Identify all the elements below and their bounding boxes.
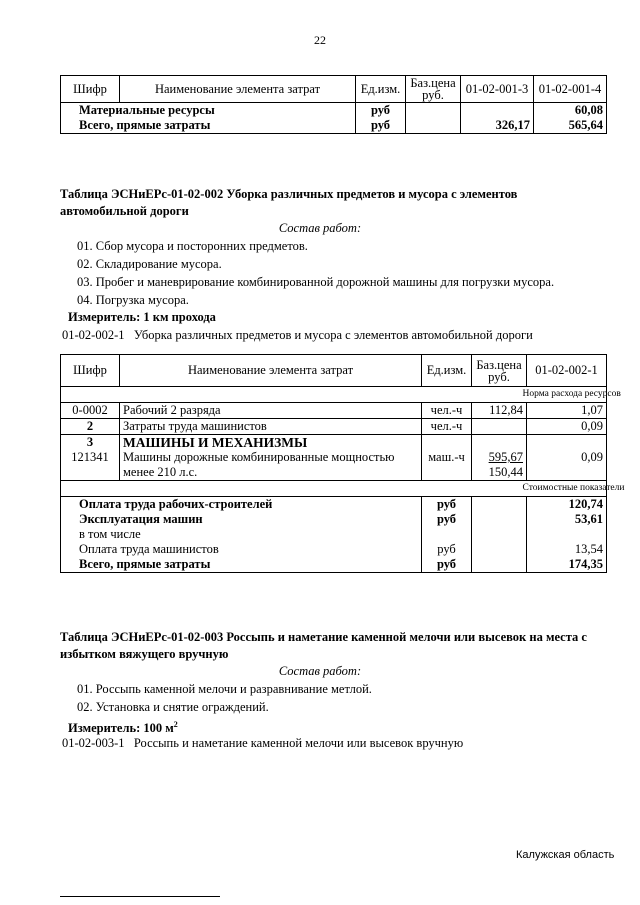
s2-group-code: 3 — [61, 435, 120, 451]
s2-total-5-name: Всего, прямые затраты — [61, 557, 422, 573]
s2-machine-price-1: 595,67 — [488, 450, 523, 464]
table-top — [60, 75, 607, 134]
s2-machine-code: 121341 — [61, 450, 120, 481]
s2-group-name: МАШИНЫ И МЕХАНИЗМЫ — [120, 435, 422, 451]
s2-header-unit: Ед.изм. — [422, 355, 472, 387]
section3-code-line: 01-02-003-1 Россыпь и наметание каменной мелочи или высевок вручную — [62, 736, 464, 750]
header-code: Шифр — [61, 76, 120, 103]
page-number: 22 — [314, 33, 326, 47]
row-total-v2: 565,64 — [534, 118, 607, 134]
s2-total-2-name: Эксплуатация машин — [61, 512, 422, 527]
s2-total-1-unit: руб — [422, 497, 472, 513]
s2-total-3-value — [527, 527, 607, 542]
s2-total-1-value: 120,74 — [527, 497, 607, 513]
header-col1: 01-02-001-3 — [461, 76, 534, 103]
s2-total-2-value: 53,61 — [527, 512, 607, 527]
s2-row-1-code: 0-0002 — [61, 403, 120, 419]
footer-rule — [60, 896, 220, 897]
section2-work-1: 01. Сбор мусора и посторонних предметов. — [77, 239, 308, 253]
row-materials-name: Материальные ресурсы — [61, 103, 356, 119]
s2-total-1-name: Оплата труда рабочих-строителей — [61, 497, 422, 513]
row-total-unit: руб — [356, 118, 406, 134]
s2-header-col: 01-02-002-1 — [527, 355, 607, 387]
header-col2: 01-02-001-4 — [534, 76, 607, 103]
row-materials-v1 — [461, 103, 534, 119]
s2-header-price: Баз.цена руб. — [472, 355, 527, 387]
s2-total-4-value: 13,54 — [527, 542, 607, 557]
s2-row-1-unit: чел.-ч — [422, 403, 472, 419]
s2-row-1-price: 112,84 — [472, 403, 527, 419]
section3-work-1: 01. Россыпь каменной мелочи и разравнивание метлой. — [77, 682, 372, 696]
s2-total-3-unit — [422, 527, 472, 542]
s2-norm-label: Норма расхода ресурсов — [527, 387, 607, 403]
s2-total-2-unit: руб — [422, 512, 472, 527]
s2-machine-price-2: 150,44 — [488, 465, 523, 479]
s2-machine-name: Машины дорожные комбинированные мощностью менее 210 л.с. — [120, 450, 422, 481]
s2-row-1-name: Рабочий 2 разряда — [120, 403, 422, 419]
header-name: Наименование элемента затрат — [120, 76, 356, 103]
section3-measure: Измеритель: 100 $м^2$ — [68, 720, 178, 736]
s2-row-1-value: 1,07 — [527, 403, 607, 419]
s2-row-2-code: 2 — [61, 419, 120, 435]
row-materials-v2: 60,08 — [534, 103, 607, 119]
s2-total-3-name: в том числе — [61, 527, 422, 542]
section3-work-2: 02. Установка и снятие ограждений. — [77, 700, 269, 714]
section2-measure: Измеритель: 1 км прохода — [68, 310, 216, 324]
section3-works-heading: Состав работ: — [278, 664, 362, 678]
s2-machine-value: 0,09 — [527, 450, 607, 481]
s2-cost-label: Стоимостные показатели — [527, 481, 607, 497]
header-unit: Ед.изм. — [356, 76, 406, 103]
header-price: Баз.цена руб. — [406, 76, 461, 103]
footer-region: Калужская область — [516, 849, 615, 861]
section2-work-2: 02. Складирование мусора. — [77, 257, 222, 271]
section2-works-heading: Состав работ: — [278, 221, 362, 235]
s2-row-2-value: 0,09 — [527, 419, 607, 435]
s2-row-2-name: Затраты труда машинистов — [120, 419, 422, 435]
row-materials-unit: руб — [356, 103, 406, 119]
section2-code-line: 01-02-002-1 Уборка различных предметов и мусора с элементов автомобильной дороги — [62, 328, 533, 342]
row-total-v1: 326,17 — [461, 118, 534, 134]
section3-title: Таблица ЭСНиЕРс-01-02-003 Россыпь и наметание каменной мелочи или высевок на места с избытком вяжущего вручную — [60, 630, 587, 661]
s2-row-2-unit: чел.-ч — [422, 419, 472, 435]
s2-row-2-price — [472, 419, 527, 435]
s2-total-4-name: Оплата труда машинистов — [61, 542, 422, 557]
s2-total-4-unit: руб — [422, 542, 472, 557]
s2-total-5-value: 174,35 — [527, 557, 607, 573]
table-section2 — [60, 354, 625, 573]
s2-total-5-unit: руб — [422, 557, 472, 573]
s2-header-code: Шифр — [61, 355, 120, 387]
row-total-name: Всего, прямые затраты — [61, 118, 356, 134]
section2-work-3: 03. Пробег и маневрирование комбинированной дорожной машины для погрузки мусора. — [77, 275, 555, 289]
section2-work-4: 04. Погрузка мусора. — [77, 293, 189, 307]
s2-machine-unit: маш.-ч — [422, 450, 472, 481]
s2-machine-price — [472, 450, 527, 481]
section2-title: Таблица ЭСНиЕРс-01-02-002 Уборка различных предметов и мусора с элементов автомобильной дороги — [60, 187, 518, 218]
s2-header-name: Наименование элемента затрат — [120, 355, 422, 387]
